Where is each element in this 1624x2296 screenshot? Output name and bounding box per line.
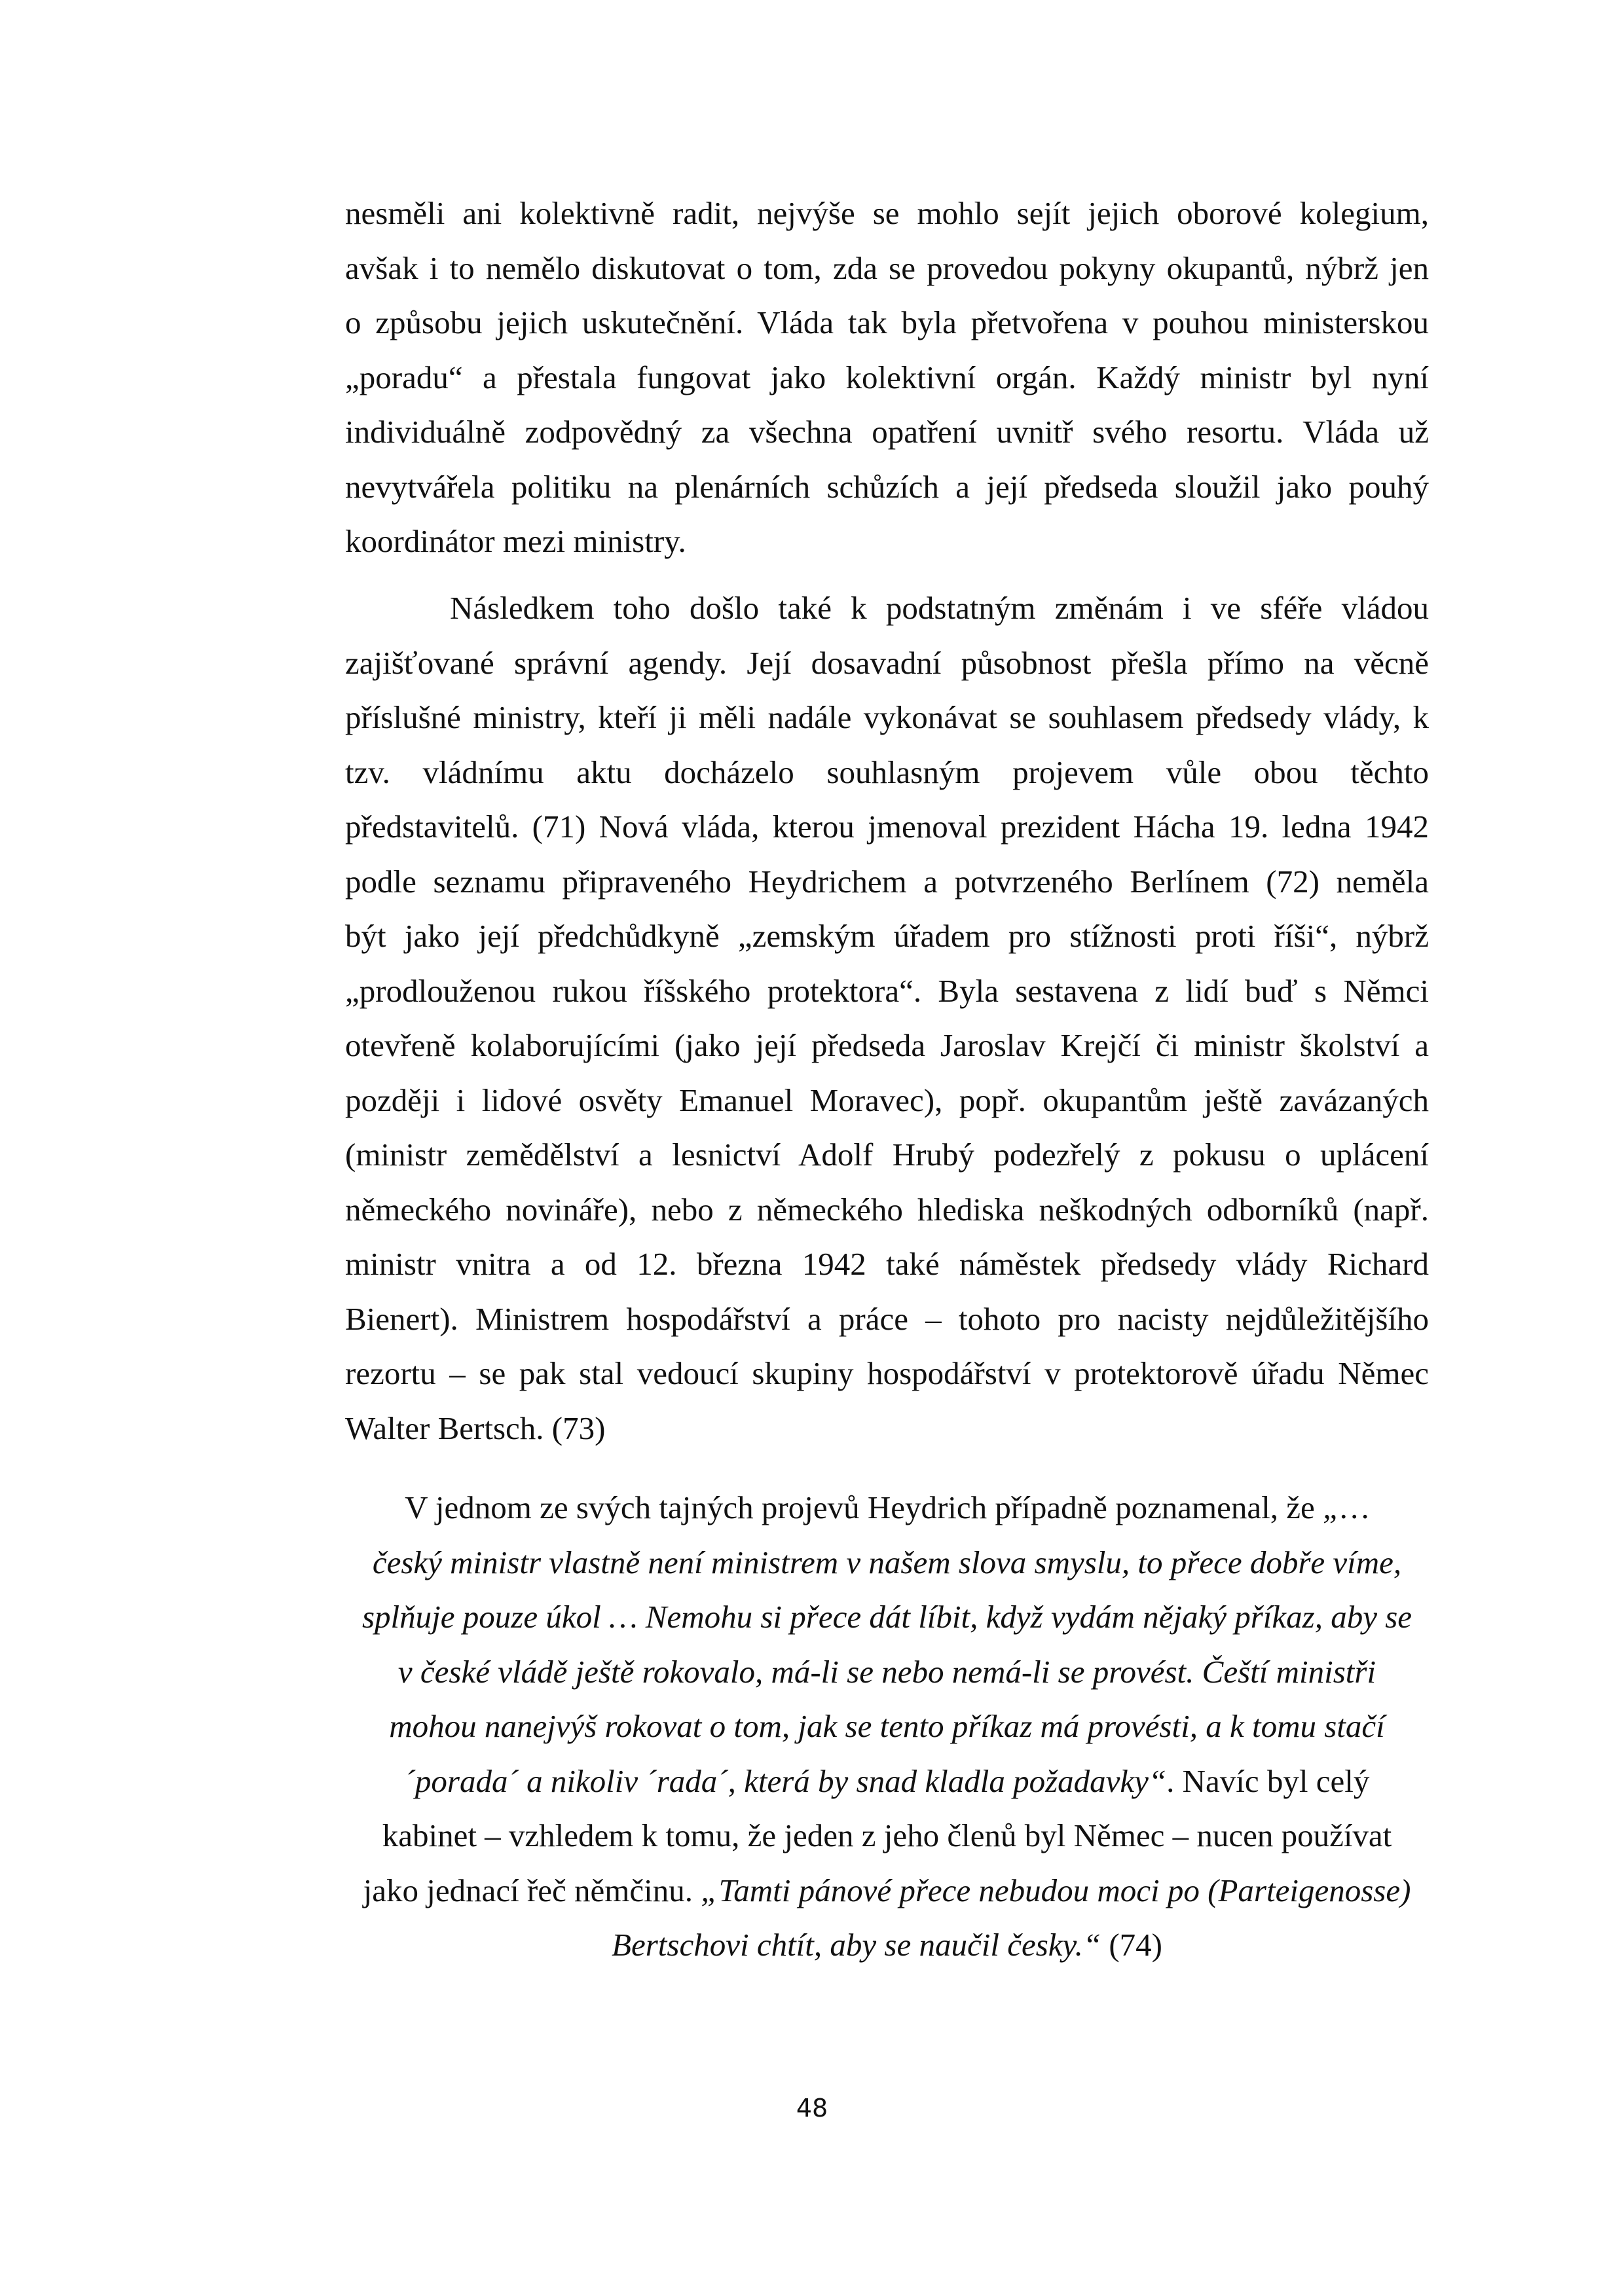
quote-run: Bertschovi chtít, aby se naučil česky.“ — [612, 1927, 1101, 1963]
text-line: avšak i to nemělo diskutovat o tom, zda se provedou pokyny okupantů, nýbrž jen — [345, 249, 1429, 286]
text-line: německého novináře), nebo z německého hlediska neškodných odborníků (např. — [345, 1191, 1429, 1228]
quote-line: mohou nanejvýš rokovat o tom, jak se tento příkaz má provésti, a k tomu stačí — [389, 1708, 1385, 1744]
text-line: příslušné ministry, kteří ji měli nadále vykonávat se souhlasem předsedy vlády, k — [345, 699, 1429, 735]
text-line — [345, 1480, 1429, 1535]
text-line: Walter Bertsch. (73) — [345, 1410, 606, 1446]
text-line: Bienert). Ministrem hospodářství a práce – tohoto pro nacisty nejdůležitějšího — [345, 1300, 1429, 1337]
quote-line: český ministr vlastně není ministrem v našem slova smyslu, to přece dobře víme, — [372, 1544, 1402, 1580]
text-line: „prodlouženou rukou říšského protektora“. Byla sestavena z lidí buď s Němci — [345, 972, 1429, 1009]
text-line: zajišťované správní agendy. Její dosavadní působnost přešla přímo na věcně — [345, 644, 1429, 681]
text-line: představitelů. (71) Nová vláda, kterou jmenoval prezident Hácha 19. ledna 1942 — [345, 809, 1429, 845]
text-line — [345, 1863, 1429, 1918]
text-line: individuálně zodpovědný za všechna opatření uvnitř svého resortu. Vláda už — [345, 414, 1429, 450]
text-line: tzv. vládnímu aktu docházelo souhlasným projevem vůle obou těchto — [345, 754, 1429, 790]
page-number: 48 — [796, 2094, 828, 2123]
text-line: o způsobu jejich uskutečnění. Vláda tak byla přetvořena v pouhou ministerskou — [345, 304, 1429, 340]
paragraph-2 — [345, 581, 1429, 1455]
quote-line: splňuje pouze úkol … Nemohu si přece dát líbit, když vydám nějaký příkaz, aby se — [361, 1599, 1412, 1635]
text-line: nevytvářela politiku na plenárních schůzích a její předseda sloužil jako pouhý — [345, 468, 1429, 505]
text-run: jako jednací řeč němčinu. — [363, 1872, 701, 1908]
quote-run: „Tamti pánové přece nebudou moci po (Parteigenosse) — [701, 1872, 1411, 1908]
quote-line: v české vládě ještě rokovalo, má-li se nebo nemá-li se provést. Čeští ministři — [397, 1653, 1376, 1690]
text-line: „poradu“ a přestala fungovat jako kolektivní orgán. Každý ministr byl nyní — [345, 359, 1429, 395]
text-line: podle seznamu připraveného Heydrichem a potvrzeného Berlínem (72) neměla — [345, 863, 1429, 900]
text-line: rezortu – se pak stal vedoucí skupiny hospodářství v protektorově úřadu Němec — [345, 1355, 1429, 1391]
text-line: Následkem toho došlo také k podstatným změnám i ve sféře vládou — [450, 590, 1429, 626]
text-line: ministr vnitra a od 12. března 1942 také náměstek předsedy vlády Richard — [345, 1246, 1429, 1282]
text-run: V jednom ze svých tajných projevů Heydrich případně poznamenal, že — [405, 1489, 1323, 1525]
text-line — [345, 1754, 1429, 1809]
paragraph-3 — [345, 1480, 1429, 1973]
paragraph-1 — [345, 186, 1429, 569]
text-line: (ministr zemědělství a lesnictví Adolf Hrubý podezřelý z pokusu o uplácení — [345, 1137, 1429, 1173]
text-line: nesměli ani kolektivně radit, nejvýše se mohlo sejít jejich oborové kolegium, — [345, 195, 1429, 231]
text-line: kabinet – vzhledem k tomu, že jeden z jeho členů byl Němec – nucen používat — [382, 1817, 1392, 1853]
text-line — [345, 1918, 1429, 1973]
quote-run: ´porada´ a nikoliv ´rada´, která by snad kladla požadavky“ — [404, 1762, 1167, 1799]
text-line: později i lidové osvěty Emanuel Moravec), popř. okupantům ještě zavázaných — [345, 1082, 1429, 1118]
text-run: (74) — [1101, 1927, 1162, 1963]
quote-run: „… — [1323, 1489, 1369, 1525]
text-run: . Navíc byl celý — [1166, 1762, 1370, 1799]
text-line: otevřeně kolaborujícími (jako její předseda Jaroslav Krejčí či ministr školství a — [345, 1027, 1429, 1063]
text-line: být jako její předchůdkyně „zemským úřadem pro stížnosti proti říši“, nýbrž — [345, 918, 1429, 954]
text-line: koordinátor mezi ministry. — [345, 523, 686, 559]
